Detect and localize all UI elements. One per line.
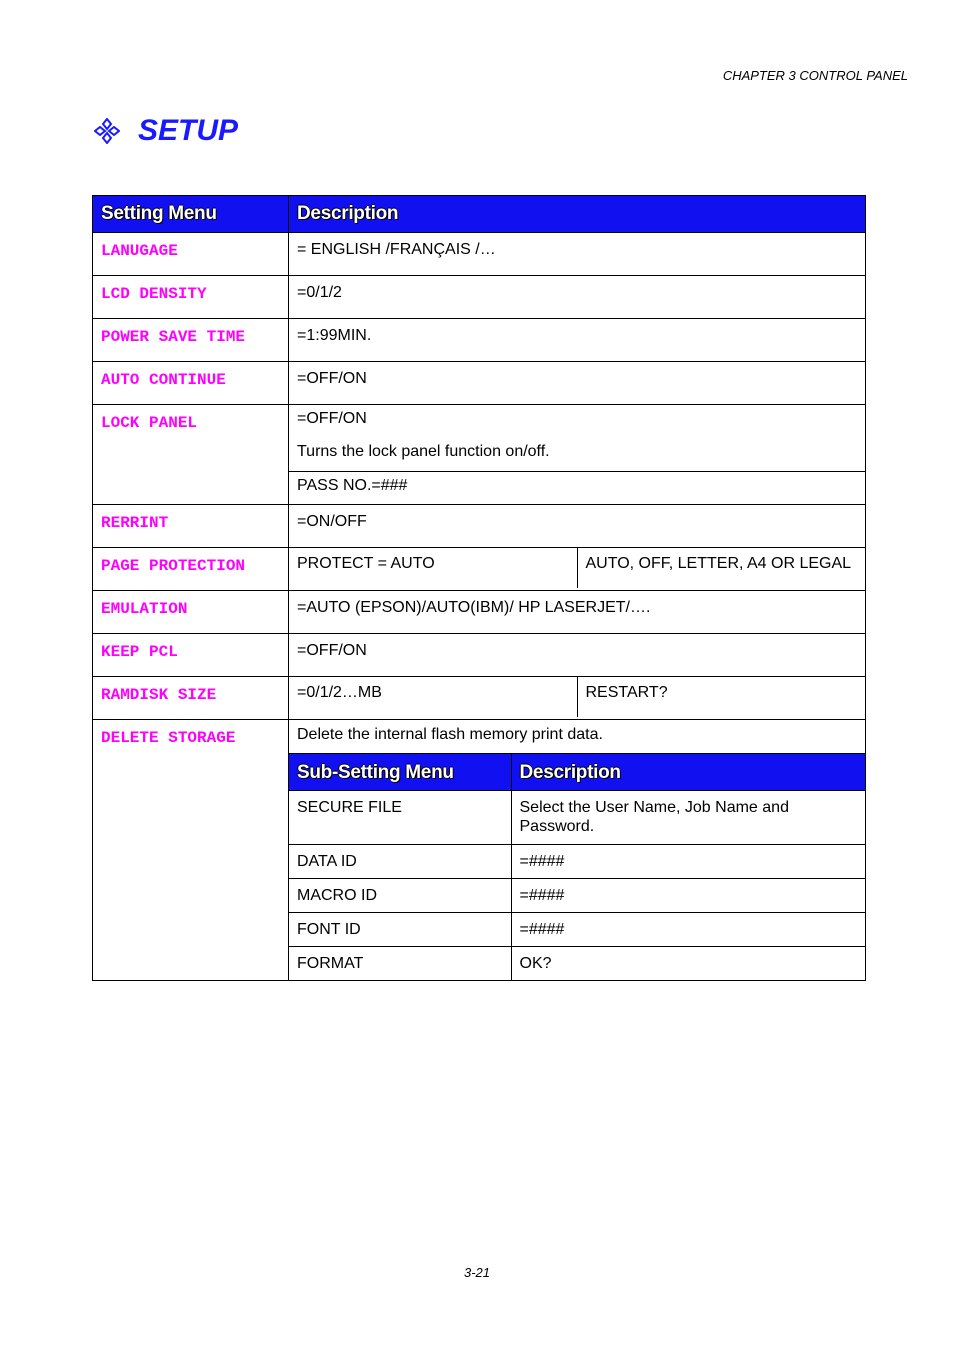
table-row: [93, 233, 866, 276]
desc-rerrint: =ON/OFF: [289, 505, 866, 548]
delete-storage-cell: [289, 720, 866, 981]
menu-page-protection: PAGE PROTECTION: [93, 548, 289, 591]
page-number: 3-21: [463, 1265, 491, 1280]
page-protection-options: AUTO, OFF, LETTER, A4 OR LEGAL: [577, 548, 865, 588]
desc-auto-continue: =OFF/ON: [289, 362, 866, 405]
sub-header-menu: Sub-Setting Menu: [289, 754, 511, 791]
sub-header-row: [289, 754, 865, 791]
ramdisk-cell: [289, 677, 866, 720]
sub-row: [289, 947, 865, 981]
menu-rerrint: RERRINT: [93, 505, 289, 548]
menu-ramdisk-size: RAMDISK SIZE: [93, 677, 289, 720]
page-protection-cell: [289, 548, 866, 591]
desc-lock-panel: =OFF/ON: [297, 410, 367, 427]
table-row: [93, 548, 866, 591]
table-row: [93, 405, 866, 505]
desc-lcd-density: =0/1/2: [289, 276, 866, 319]
table-row: [93, 634, 866, 677]
sub-item: SECURE FILE: [289, 791, 511, 845]
menu-auto-continue: AUTO CONTINUE: [93, 362, 289, 405]
table-row: [93, 677, 866, 720]
menu-lcd-density: LCD DENSITY: [93, 276, 289, 319]
sub-desc: Select the User Name, Job Name and Password.: [511, 791, 865, 845]
ramdisk-split: [289, 677, 865, 717]
desc-emulation: =AUTO (EPSON)/AUTO(IBM)/ HP LASERJET/….: [289, 591, 866, 634]
sub-desc: =####: [511, 913, 865, 947]
desc-keep-pcl: =OFF/ON: [289, 634, 866, 677]
table-row: [93, 591, 866, 634]
desc-page-protection: PROTECT = AUTO: [297, 555, 435, 572]
menu-keep-pcl: KEEP PCL: [93, 634, 289, 677]
sub-item: DATA ID: [289, 845, 511, 879]
table-row: [93, 362, 866, 405]
header-description: Description: [289, 196, 866, 233]
page-title: SETUP: [138, 114, 239, 147]
table-row: [93, 319, 866, 362]
chapter-header: CHAPTER 3 CONTROL PANEL: [722, 68, 908, 83]
sub-desc: =####: [511, 845, 865, 879]
sub-setting-table: [289, 753, 865, 980]
setup-table: [92, 195, 866, 981]
desc-language: = ENGLISH /FRANÇAIS /…: [289, 233, 866, 276]
page-protection-split: [289, 548, 865, 588]
sub-row: [289, 791, 865, 845]
lock-panel-cell: [289, 405, 866, 505]
sub-item: FORMAT: [289, 947, 511, 981]
sub-row: [289, 845, 865, 879]
sub-row: [289, 913, 865, 947]
sub-desc: OK?: [511, 947, 865, 981]
desc-delete-storage: Delete the internal flash memory print data.: [297, 726, 603, 743]
menu-delete-storage: DELETE STORAGE: [93, 720, 289, 981]
sub-row: [289, 879, 865, 913]
sub-header-description: Description: [511, 754, 865, 791]
desc-ramdisk-size: =0/1/2…MB: [297, 684, 382, 701]
lock-panel-note: Turns the lock panel function on/off.: [297, 443, 550, 460]
header-setting-menu: Setting Menu: [93, 196, 289, 233]
menu-language: LANUGAGE: [93, 233, 289, 276]
sub-item: MACRO ID: [289, 879, 511, 913]
menu-emulation: EMULATION: [93, 591, 289, 634]
table-header-row: [93, 196, 866, 233]
desc-power-save-time: =1:99MIN.: [289, 319, 866, 362]
table-row: [93, 276, 866, 319]
sub-desc: =####: [511, 879, 865, 913]
table-row: [93, 505, 866, 548]
lock-panel-pass: PASS NO.=###: [289, 471, 865, 504]
four-diamond-icon: [94, 118, 120, 144]
menu-lock-panel: LOCK PANEL: [93, 405, 289, 505]
sub-item: FONT ID: [289, 913, 511, 947]
ramdisk-restart: RESTART?: [577, 677, 865, 717]
menu-power-save-time: POWER SAVE TIME: [93, 319, 289, 362]
table-row: [93, 720, 866, 981]
section-title: [94, 114, 238, 148]
